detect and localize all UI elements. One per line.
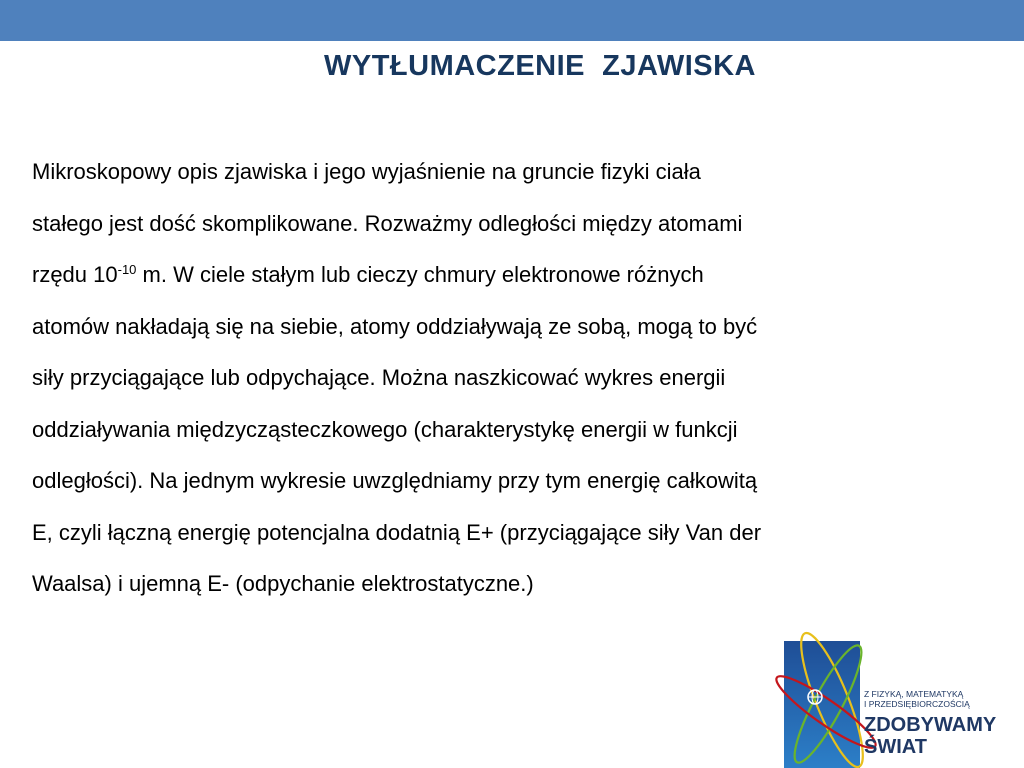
project-logo <box>768 622 1024 768</box>
body-line-5: siły przyciągające lub odpychające. Można naszkicować wykres energii <box>32 365 726 390</box>
body-line-3-end: m. W ciele stałym lub cieczy chmury elektronowe różnych <box>136 262 704 287</box>
body-line-3 <box>32 249 992 301</box>
logo-word-1: ZDOBYWAMY <box>864 714 997 736</box>
body-line-8: E, czyli łączną energię potencjalna dodatnią E+ (przyciągające siły Van der <box>32 519 762 545</box>
exponent-superscript: -10 <box>117 262 137 277</box>
body-line-3-start: rzędu 10 <box>32 262 118 287</box>
top-accent-bar <box>0 0 1024 41</box>
logo-word-2: ŚWIAT <box>864 736 927 758</box>
logo-tagline-2: I PRZEDSIĘBIORCZOŚCIĄ <box>864 699 970 709</box>
logo-tagline-1: Z FIZYKĄ, MATEMATYKĄ <box>864 689 964 699</box>
body-line-6: oddziaływania międzycząsteczkowego (charakterystykę energii w funkcji <box>32 416 738 442</box>
slide-title: WYTŁUMACZENIE ZJAWISKA <box>324 50 756 82</box>
body-line-4: atomów nakładają się na siebie, atomy oddziaływają ze sobą, mogą to być <box>32 313 758 339</box>
slide-body <box>32 146 992 610</box>
body-line-1: Mikroskopowy opis zjawiska i jego wyjaśnienie na gruncie fizyki ciała <box>32 159 701 184</box>
body-line-7: odległości). Na jednym wykresie uwzględniamy przy tym energię całkowitą <box>32 468 758 493</box>
body-line-9: Waalsa) i ujemną E- (odpychanie elektrostatyczne.) <box>32 571 534 596</box>
body-line-2: stałego jest dość skomplikowane. Rozważmy odległości między atomami <box>32 210 743 236</box>
